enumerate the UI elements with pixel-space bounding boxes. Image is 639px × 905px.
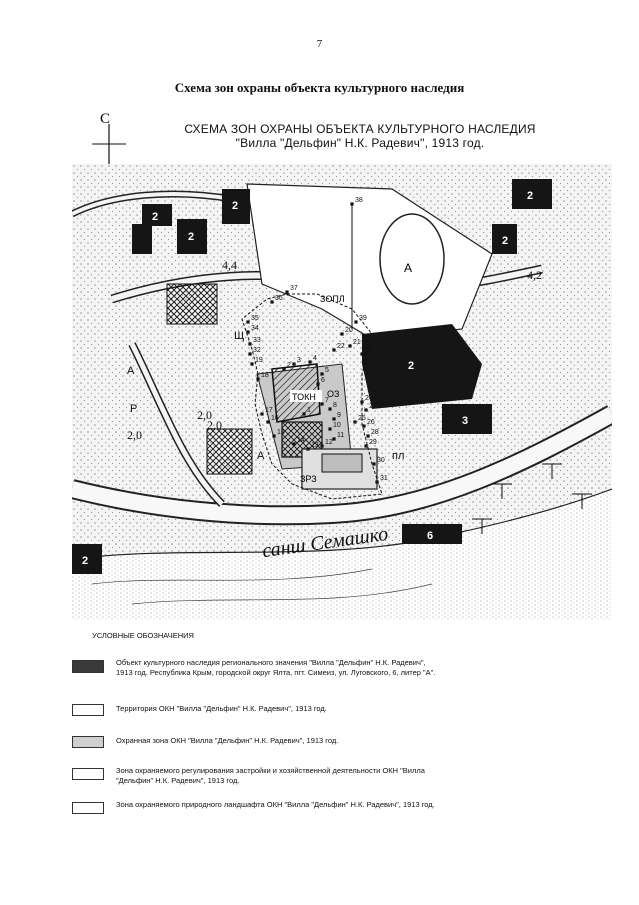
boundary-point-marker bbox=[308, 360, 311, 363]
boundary-point-marker bbox=[360, 352, 363, 355]
boundary-point-marker bbox=[372, 462, 375, 465]
boundary-point-marker bbox=[375, 480, 378, 483]
boundary-point-marker bbox=[248, 342, 251, 345]
contour-label-2: 2,0 bbox=[127, 428, 142, 442]
street-label: санш Семашко bbox=[260, 522, 390, 563]
boundary-point-label: 11 bbox=[337, 432, 345, 439]
legend-heading: УСЛОВНЫЕ ОБОЗНАЧЕНИЯ bbox=[92, 631, 194, 640]
hatched-plot-1 bbox=[167, 284, 217, 324]
boundary-point-label: 21 bbox=[353, 339, 361, 346]
boundary-point-label: 4 bbox=[313, 355, 317, 362]
boundary-point-marker bbox=[266, 420, 269, 423]
block-letter-4: Щ bbox=[234, 330, 245, 342]
contour-label-3: 4,4 bbox=[222, 258, 237, 272]
block-letter-5: пл bbox=[392, 450, 405, 462]
boundary-point-marker bbox=[360, 400, 363, 403]
boundary-point-label: 35 bbox=[251, 315, 259, 322]
boundary-point-label: 33 bbox=[253, 337, 261, 344]
boundary-point-marker bbox=[354, 320, 357, 323]
building-label-9: 2 bbox=[82, 555, 89, 567]
boundary-point-label: 38 bbox=[355, 197, 363, 204]
zone-label-tokn: ТОКН bbox=[292, 392, 316, 402]
boundary-point-label: 8 bbox=[333, 402, 337, 409]
legend-text-object: Объект культурного наследия регионального значения "Вилла "Дельфин" Н.К. Радевич", 1913 год. Республика Крым, городской округ Ялта, пгт. Симеиз, ул. Луговского, 6, литер "А". bbox=[116, 658, 436, 677]
boundary-point-marker bbox=[320, 444, 323, 447]
park-oval bbox=[380, 214, 444, 304]
boundary-point-marker bbox=[256, 377, 259, 380]
contour-label-1: 2,0 bbox=[197, 408, 212, 422]
block-letter-2: A bbox=[127, 365, 135, 377]
boundary-point-label: 28 bbox=[371, 429, 379, 436]
boundary-point-label: 14 bbox=[297, 437, 305, 444]
boundary-point-label: 7 bbox=[325, 397, 329, 404]
boundary-point-marker bbox=[332, 437, 335, 440]
zone-map bbox=[72, 164, 612, 620]
boundary-point-label: 9 bbox=[337, 412, 341, 419]
north-label: С bbox=[100, 111, 111, 127]
boundary-point-label: 2 bbox=[287, 362, 291, 369]
building-label-4: 2 bbox=[527, 190, 534, 202]
boundary-point-marker bbox=[292, 362, 295, 365]
boundary-point-marker bbox=[272, 434, 275, 437]
boundary-point-marker bbox=[320, 402, 323, 405]
boundary-point-label: 34 bbox=[251, 325, 259, 332]
document-title: Схема зон охраны объекта культурного наследия bbox=[174, 80, 465, 95]
building-label-5: 2 bbox=[502, 235, 509, 247]
boundary-point-marker bbox=[350, 202, 353, 205]
boundary-point-label: 15 bbox=[277, 429, 285, 436]
boundary-point-label: 36 bbox=[275, 295, 283, 302]
boundary-point-label: 31 bbox=[380, 475, 388, 482]
boundary-point-label: 23 bbox=[365, 347, 373, 354]
boundary-point-label: 5 bbox=[325, 367, 329, 374]
north-arrow-icon bbox=[92, 110, 126, 166]
building-label-6: 2 bbox=[408, 360, 415, 372]
boundary-point-marker bbox=[246, 330, 249, 333]
pool bbox=[322, 454, 362, 472]
zone-label-oz: ОЗ bbox=[327, 389, 340, 399]
page-number: 7 bbox=[316, 38, 323, 50]
boundary-point-label: 30 bbox=[377, 457, 385, 464]
zone-label-zopl: ЗОПЛ bbox=[320, 294, 345, 304]
boundary-point-marker bbox=[248, 352, 251, 355]
boundary-point-label: 20 bbox=[345, 327, 353, 334]
legend-text-landscape: Зона охраняемого природного ландшафта ОКН "Вилла "Дельфин" Н.К. Радевич", 1913 год. bbox=[116, 800, 435, 809]
boundary-point-label: 24 bbox=[365, 395, 373, 402]
boundary-point-label: 32 bbox=[253, 347, 261, 354]
map-title-line-2: "Вилла "Дельфин" Н.К. Радевич", 1913 год. bbox=[235, 136, 485, 150]
boundary-point-marker bbox=[306, 447, 309, 450]
boundary-point-label: 39 bbox=[359, 315, 367, 322]
boundary-point-label: 18 bbox=[261, 372, 269, 379]
map-title-line-1: СХЕМА ЗОН ОХРАНЫ ОБЪЕКТА КУЛЬТУРНОГО НАСЛЕДИЯ bbox=[184, 122, 536, 136]
legend-swatch-regulation bbox=[72, 768, 104, 780]
legend-text-territory: Территория ОКН "Вилла "Дельфин" Н.К. Радевич", 1913 год. bbox=[116, 704, 327, 713]
building-label-7: 3 bbox=[462, 415, 469, 427]
boundary-point-marker bbox=[366, 434, 369, 437]
boundary-point-marker bbox=[270, 300, 273, 303]
boundary-point-marker bbox=[364, 408, 367, 411]
boundary-point-marker bbox=[348, 344, 351, 347]
zone-label-zrz: ЗРЗ bbox=[300, 474, 317, 484]
legend-swatch-landscape bbox=[72, 802, 104, 814]
boundary-point-marker bbox=[332, 348, 335, 351]
contour-label-4: 4,2 bbox=[527, 268, 542, 282]
legend-text-protection: Охранная зона ОКН "Вилла "Дельфин" Н.К. Радевич", 1913 год. bbox=[116, 736, 339, 745]
boundary-point-label: 22 bbox=[337, 343, 345, 350]
legend-swatch-object bbox=[72, 660, 104, 673]
boundary-point-marker bbox=[364, 444, 367, 447]
map-canvas bbox=[72, 164, 612, 620]
boundary-point-label: 29 bbox=[369, 439, 377, 446]
boundary-point-label: 25 bbox=[358, 415, 366, 422]
building-label-8: 6 bbox=[427, 530, 434, 542]
boundary-point-marker bbox=[260, 412, 263, 415]
block-letter-1: A bbox=[404, 261, 413, 275]
boundary-point-marker bbox=[328, 427, 331, 430]
contour-label-5: 2.0 bbox=[207, 418, 222, 432]
legend-swatch-protection bbox=[72, 736, 104, 748]
boundary-point-marker bbox=[246, 320, 249, 323]
boundary-point-label: 10 bbox=[333, 422, 341, 429]
boundary-point-label: 12 bbox=[325, 439, 333, 446]
boundary-point-marker bbox=[328, 407, 331, 410]
map-title bbox=[150, 122, 570, 150]
boundary-point-marker bbox=[316, 382, 319, 385]
hatched-plot-2 bbox=[207, 429, 252, 474]
boundary-point-label: 19 bbox=[255, 357, 263, 364]
boundary-point-marker bbox=[332, 417, 335, 420]
boundary-point-label: 1 bbox=[307, 407, 311, 414]
boundary-point-label: 26 bbox=[367, 419, 375, 426]
building-label-2: 2 bbox=[232, 200, 239, 212]
boundary-point-marker bbox=[320, 372, 323, 375]
building-label-3: 2 bbox=[188, 231, 195, 243]
boundary-point-label: 17 bbox=[265, 407, 273, 414]
boundary-point-label: 27 bbox=[369, 403, 377, 410]
boundary-point-label: 6 bbox=[321, 377, 325, 384]
boundary-point-label: 37 bbox=[290, 285, 298, 292]
building-label-1: 2 bbox=[152, 211, 159, 223]
boundary-point-label: 13 bbox=[311, 442, 319, 449]
boundary-point-label: 16 bbox=[271, 415, 279, 422]
boundary-point-marker bbox=[250, 362, 253, 365]
boundary-point-marker bbox=[282, 367, 285, 370]
boundary-point-marker bbox=[285, 290, 288, 293]
boundary-point-marker bbox=[292, 442, 295, 445]
boundary-point-marker bbox=[302, 412, 305, 415]
boundary-point-marker bbox=[362, 424, 365, 427]
boundary-point-marker bbox=[340, 332, 343, 335]
block-letter-6: Р bbox=[130, 403, 138, 415]
legend-swatch-territory bbox=[72, 704, 104, 716]
legend-text-regulation: Зона охраняемого регулирования застройки и хозяйственной деятельности ОКН "Вилла "Дельфин" Н.К. Радевич", 1913 год. bbox=[116, 766, 425, 785]
block-letter-3: A bbox=[257, 450, 265, 462]
boundary-point-label: 3 bbox=[297, 357, 301, 364]
boundary-point-marker bbox=[353, 420, 356, 423]
